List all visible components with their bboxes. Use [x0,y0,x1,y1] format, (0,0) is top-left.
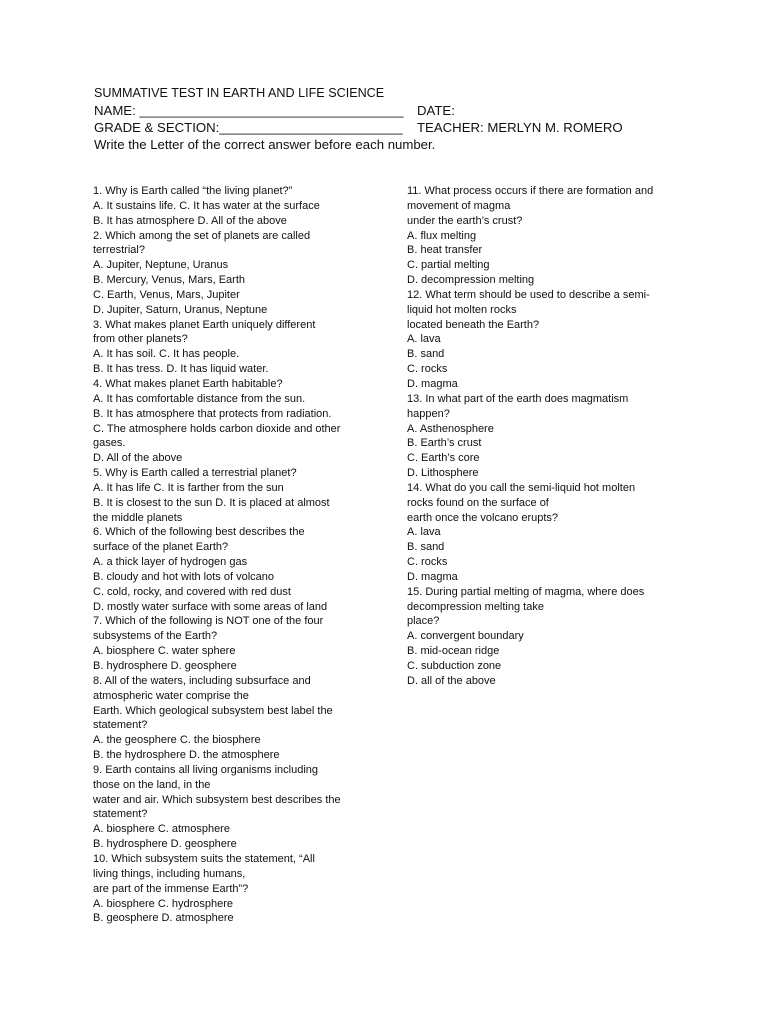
question-line: C. cold, rocky, and covered with red dust [93,585,291,598]
question-line: D. decompression melting [407,274,535,287]
question-line: B. cloudy and hot with lots of volcano [93,570,274,583]
name-field: NAME: ____________________________________ [94,103,404,118]
question-line: earth once the volcano erupts? [407,511,559,524]
question-line: atmospheric water comprise the [93,689,249,702]
question-line: are part of the immense Earth”? [93,882,249,895]
question-line: subsystems of the Earth? [93,630,218,643]
question-line: B. the hydrosphere D. the atmosphere [93,749,280,762]
question-line: D. Jupiter, Saturn, Uranus, Neptune [93,303,268,316]
question-line: place? [407,615,440,628]
test-header [94,86,714,154]
question-line: D. magma [407,570,458,583]
question-line: A. the geosphere C. the biosphere [93,734,261,747]
question-line: D. Lithosphere [407,467,479,480]
right-question-column [407,184,692,689]
question-line: B. hydrosphere D. geosphere [93,838,237,851]
question-line: 2. Which among the set of planets are called [93,229,311,242]
question-line: C. rocks [407,363,448,376]
question-line: 15. During partial melting of magma, where does [407,585,645,598]
question-line: 11. What process occurs if there are formation and [407,185,654,197]
question-line: 13. In what part of the earth does magmatism [407,392,629,405]
question-line: rocks found on the surface of [407,496,549,509]
question-line: B. It is closest to the sun D. It is placed at almost [93,496,330,509]
question-line: B. It has tress. D. It has liquid water. [93,363,269,376]
question-line: A. flux melting [407,229,477,242]
question-line: A. It has comfortable distance from the sun. [93,392,306,405]
instruction: Write the Letter of the correct answer before each number. [94,137,436,152]
question-line: A. biosphere C. water sphere [93,645,236,658]
question-line: 9. Earth contains all living organisms including [93,763,319,776]
question-line: A. biosphere C. atmosphere [93,823,230,836]
question-line: D. all of the above [407,674,496,687]
question-line: 6. Which of the following best describes the [93,526,305,539]
question-line: water and air. Which subsystem best describes the [93,793,341,806]
question-line: statement? [93,808,148,821]
question-line: 3. What makes planet Earth uniquely different [93,318,316,331]
teacher-field: TEACHER: MERLYN M. ROMERO [417,120,623,135]
question-line: A. biosphere C. hydrosphere [93,897,234,910]
question-line: 7. Which of the following is NOT one of the four [93,615,324,628]
grade-section-field: GRADE & SECTION:_________________________ [94,120,403,135]
question-line: 4. What makes planet Earth habitable? [93,377,283,390]
question-line: A. lava [407,333,441,346]
question-line: D. All of the above [93,452,183,465]
question-line: B. sand [407,348,445,361]
question-line: A. a thick layer of hydrogen gas [93,556,248,569]
question-line: B. heat transfer [407,244,483,257]
test-title: SUMMATIVE TEST IN EARTH AND LIFE SCIENCE [94,86,385,100]
question-line: happen? [407,407,450,420]
question-line: those on the land, in the [93,778,211,791]
question-line: statement? [93,719,148,732]
question-line: B. It has atmosphere that protects from radiation. [93,407,332,420]
question-line: B. Mercury, Venus, Mars, Earth [93,274,246,287]
question-line: C. Earth, Venus, Mars, Jupiter [93,288,240,301]
name-date-row [94,103,714,120]
question-line: 12. What term should be used to describe a semi- [407,288,650,301]
question-line: C. Earth’s core [407,452,480,465]
question-line: living things, including humans, [93,867,246,880]
question-line: A. convergent boundary [407,630,524,643]
question-line: B. It has atmosphere D. All of the above [93,214,287,227]
question-line: 10. Which subsystem suits the statement, “All [93,852,315,865]
question-line: C. partial melting [407,259,490,272]
question-line: 14. What do you call the semi-liquid hot molten [407,481,636,494]
left-question-column [93,184,383,926]
question-line: B. geosphere D. atmosphere [93,912,234,925]
question-line: B. hydrosphere D. geosphere [93,660,237,672]
question-line: B. mid-ocean ridge [407,645,500,658]
question-line: A. Asthenosphere [407,422,494,435]
question-line: A. Jupiter, Neptune, Uranus [93,259,229,272]
question-line: C. subduction zone [407,660,502,672]
question-line: decompression melting take [407,600,544,613]
question-line: C. The atmosphere holds carbon dioxide and other [93,422,341,435]
question-line: C. rocks [407,556,448,569]
question-line: D. mostly water surface with some areas of land [93,600,328,613]
question-line: gases. [93,437,126,450]
question-line: movement of magma [407,199,511,212]
question-line: from other planets? [93,333,188,346]
question-line: B. sand [407,541,445,554]
question-line: the middle planets [93,511,183,524]
question-line: A. It sustains life. C. It has water at the surface [93,199,320,212]
question-line: 1. Why is Earth called “the living planet?” [93,185,293,197]
question-line: D. magma [407,377,458,390]
question-line: surface of the planet Earth? [93,541,229,554]
question-line: Earth. Which geological subsystem best label the [93,704,333,717]
question-line: 5. Why is Earth called a terrestrial planet? [93,467,297,480]
question-line: located beneath the Earth? [407,318,540,331]
question-line: under the earth’s crust? [407,214,523,227]
question-line: B. Earth’s crust [407,437,482,450]
question-line: 8. All of the waters, including subsurface and [93,674,311,687]
date-field: DATE: [417,103,455,118]
question-line: terrestrial? [93,244,145,257]
question-line: A. It has soil. C. It has people. [93,348,240,361]
question-line: liquid hot molten rocks [407,303,517,316]
question-line: A. It has life C. It is farther from the sun [93,481,284,494]
question-line: A. lava [407,526,441,539]
grade-teacher-row [94,120,714,137]
